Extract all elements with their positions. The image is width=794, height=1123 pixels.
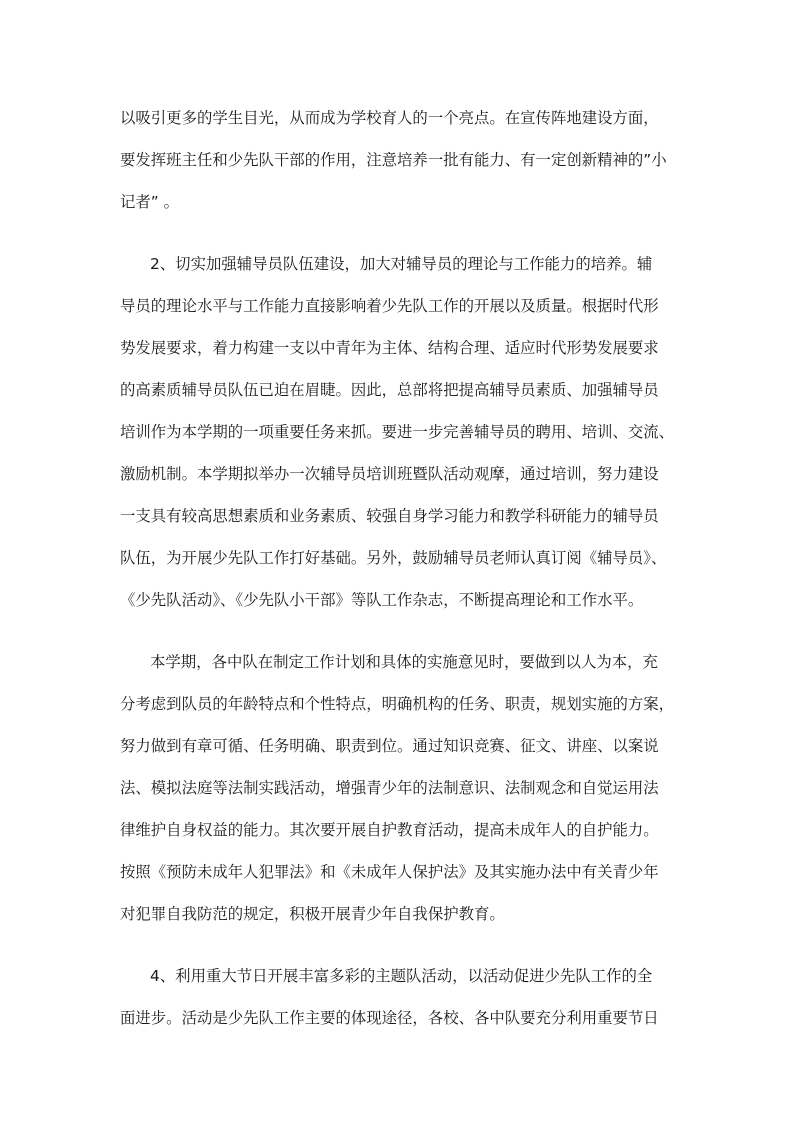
paragraph-first-line: 2、切实加强辅导员队伍建设，加大对辅导员的理论与工作能力的培养。辅 [150,255,653,273]
text-line: 培训作为本学期的一项重要任务来抓。要进一步完善辅导员的聘用、培训、交流、 [120,423,675,441]
text-line: 律维护自身权益的能力。其次要开展自护教育活动，提高未成年人的自护能力。 [120,821,659,839]
text-line: 记者” 。 [120,193,180,211]
text-line: 《少先队活动》、《少先队小干部》等队工作杂志，不断提高理论和工作水平。 [120,591,644,609]
text-line: 分考虑到队员的年龄特点和个性特点，明确机构的任务、职责，规划实施的方案， [120,695,675,713]
text-line: 以吸引更多的学生目光，从而成为学校育人的一个亮点。在宣传阵地建设方面， [120,109,659,127]
paragraph-first-line: 本学期，各中队在制定工作计划和具体的实施意见时，要做到以人为本，充 [150,653,658,671]
text-line: 的高素质辅导员队伍已迫在眉睫。因此，总部将把提高辅导员素质、加强辅导员 [120,381,659,399]
text-line: 要发挥班主任和少先队干部的作用，注意培养一批有能力、有一定创新精神的”小 [120,151,667,169]
text-line: 激励机制。本学期拟举办一次辅导员培训班暨队活动观摩，通过培训，努力建设 [120,465,659,483]
text-line: 面进步。活动是少先队工作主要的体现途径，各校、各中队要充分利用重要节日 [120,1009,659,1027]
text-line: 导员的理论水平与工作能力直接影响着少先队工作的开展以及质量。根据时代形 [120,297,659,315]
paragraph-first-line: 4、利用重大节日开展丰富多彩的主题队活动，以活动促进少先队工作的全 [150,967,653,985]
text-line: 一支具有较高思想素质和业务素质、较强自身学习能力和教学科研能力的辅导员 [120,507,659,525]
text-line: 对犯罪自我防范的规定，积极开展青少年自我保护教育。 [120,905,505,923]
text-line: 势发展要求，着力构建一支以中青年为主体、结构合理、适应时代形势发展要求 [120,339,659,357]
text-line: 队伍，为开展少先队工作打好基础。另外，鼓励辅导员老师认真订阅《辅导员》、 [120,549,667,567]
text-line: 法、模拟法庭等法制实践活动，增强青少年的法制意识、法制观念和自觉运用法 [120,779,659,797]
text-line: 按照《预防未成年人犯罪法》和《未成年人保护法》及其实施办法中有关青少年 [120,863,659,881]
text-line: 努力做到有章可循、任务明确、职责到位。通过知识竞赛、征文、讲座、以案说 [120,737,659,755]
